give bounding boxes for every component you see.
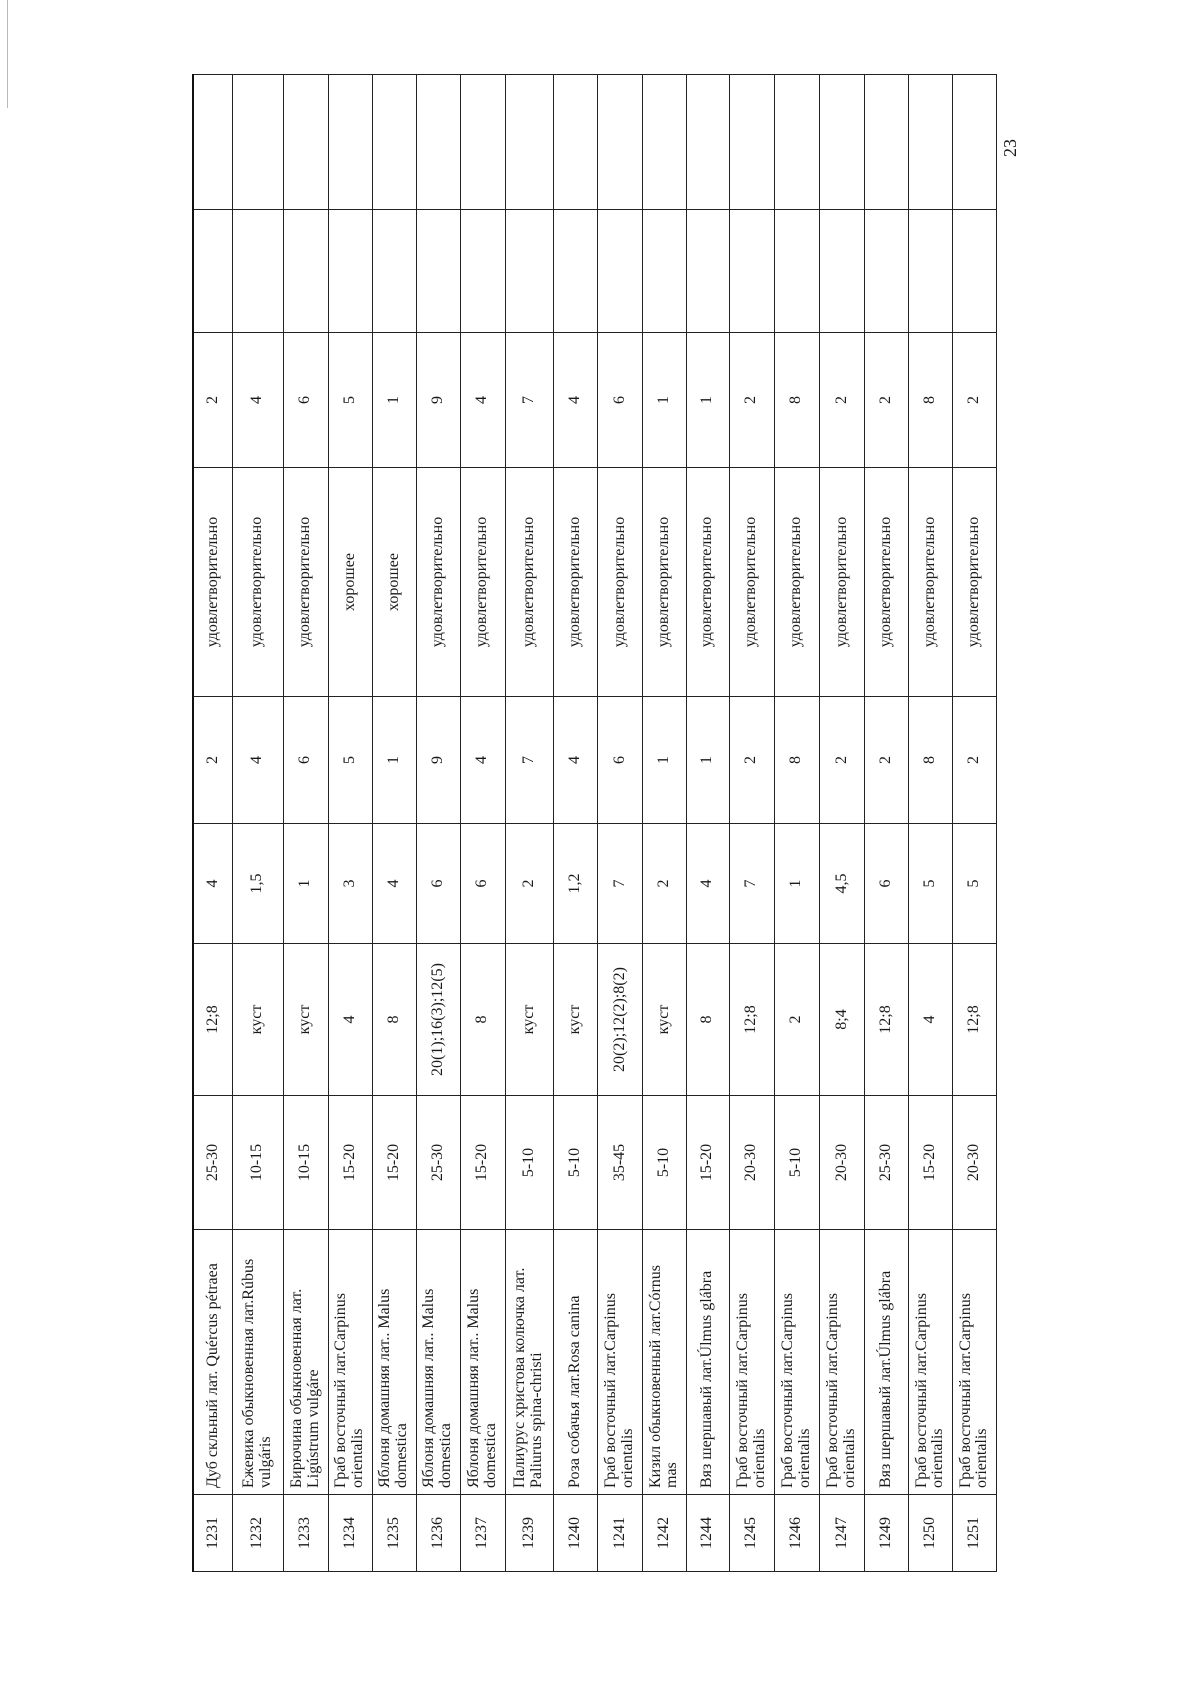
- cell-species: Роза собачья лат.Rosa canina: [553, 1230, 597, 1495]
- cell-height: 5: [908, 824, 952, 944]
- cell-empty: [283, 210, 328, 333]
- cell-count-total: 4: [233, 333, 284, 468]
- cell-count: 4: [233, 697, 284, 824]
- cell-height: 4: [686, 824, 729, 944]
- cell-id: 1236: [416, 1495, 460, 1572]
- cell-age: 10-15: [233, 1096, 284, 1230]
- cell-count: 2: [864, 697, 908, 824]
- cell-id: 1239: [505, 1495, 553, 1572]
- cell-age: 15-20: [328, 1096, 372, 1230]
- cell-empty: [416, 210, 460, 333]
- cell-diameter: куст: [642, 944, 686, 1096]
- table-row: [505, 75, 553, 1572]
- cell-species: Дуб скльный лат. Quércus pétraea: [193, 1230, 233, 1495]
- cell-age: 5-10: [642, 1096, 686, 1230]
- cell-height: 6: [460, 824, 505, 944]
- cell-id: 1240: [553, 1495, 597, 1572]
- table-row: [460, 75, 505, 1572]
- cell-count: 4: [460, 697, 505, 824]
- table-row: [952, 75, 996, 1572]
- cell-height: 7: [729, 824, 774, 944]
- cell-height: 4: [193, 824, 233, 944]
- table-row: [729, 75, 774, 1572]
- cell-age: 25-30: [416, 1096, 460, 1230]
- cell-id: 1237: [460, 1495, 505, 1572]
- cell-species: Граб восточный лат.Carpinus orientalis: [908, 1230, 952, 1495]
- cell-age: 5-10: [774, 1096, 819, 1230]
- cell-age: 5-10: [505, 1096, 553, 1230]
- cell-count-total: 6: [597, 333, 642, 468]
- cell-height: 6: [864, 824, 908, 944]
- cell-count: 7: [505, 697, 553, 824]
- cell-empty: [193, 210, 233, 333]
- cell-height: 1: [774, 824, 819, 944]
- cell-height: 2: [642, 824, 686, 944]
- cell-condition: удовлетворительно: [233, 468, 284, 697]
- cell-diameter: 4: [328, 944, 372, 1096]
- cell-id: 1235: [372, 1495, 416, 1572]
- cell-count-total: 2: [819, 333, 864, 468]
- cell-condition: удовлетворительно: [642, 468, 686, 697]
- cell-age: 15-20: [908, 1096, 952, 1230]
- cell-age: 35-45: [597, 1096, 642, 1230]
- cell-condition: удовлетворительно: [597, 468, 642, 697]
- cell-height: 2: [505, 824, 553, 944]
- table-row: [372, 75, 416, 1572]
- cell-count: 9: [416, 697, 460, 824]
- cell-age: 15-20: [686, 1096, 729, 1230]
- cell-count-total: 2: [193, 333, 233, 468]
- cell-height: 5: [952, 824, 996, 944]
- cell-id: 1249: [864, 1495, 908, 1572]
- table-row: [597, 75, 642, 1572]
- cell-diameter: куст: [283, 944, 328, 1096]
- cell-empty: [193, 75, 233, 210]
- table-row: [864, 75, 908, 1572]
- cell-id: 1245: [729, 1495, 774, 1572]
- cell-empty: [774, 75, 819, 210]
- cell-id: 1231: [193, 1495, 233, 1572]
- cell-condition: удовлетворительно: [686, 468, 729, 697]
- table-row: [908, 75, 952, 1572]
- cell-id: 1250: [908, 1495, 952, 1572]
- cell-id: 1251: [952, 1495, 996, 1572]
- cell-count: 8: [774, 697, 819, 824]
- cell-age: 20-30: [819, 1096, 864, 1230]
- cell-diameter: 8: [372, 944, 416, 1096]
- cell-species: Граб восточный лат.Carpinus orientalis: [819, 1230, 864, 1495]
- table-row: [328, 75, 372, 1572]
- cell-count-total: 2: [952, 333, 996, 468]
- cell-species: Яблоня домашняя лат.. Malus domestica: [372, 1230, 416, 1495]
- cell-empty: [952, 210, 996, 333]
- cell-count-total: 8: [908, 333, 952, 468]
- cell-height: 1,5: [233, 824, 284, 944]
- cell-species: Кизил обыкновенный лат.Córnus mas: [642, 1230, 686, 1495]
- cell-empty: [372, 75, 416, 210]
- cell-species: Яблоня домашняя лат.. Malus domestica: [416, 1230, 460, 1495]
- cell-count-total: 1: [642, 333, 686, 468]
- margin-line: [7, 0, 8, 108]
- cell-species: Граб восточный лат.Carpinus orientalis: [729, 1230, 774, 1495]
- cell-height: 4: [372, 824, 416, 944]
- cell-empty: [553, 210, 597, 333]
- cell-count: 1: [372, 697, 416, 824]
- cell-species: Граб восточный лат.Carpinus orientalis: [597, 1230, 642, 1495]
- cell-count: 1: [686, 697, 729, 824]
- cell-age: 15-20: [460, 1096, 505, 1230]
- cell-empty: [460, 75, 505, 210]
- cell-id: 1232: [233, 1495, 284, 1572]
- cell-diameter: 12;8: [729, 944, 774, 1096]
- cell-empty: [686, 75, 729, 210]
- cell-empty: [233, 210, 284, 333]
- cell-condition: хорошее: [328, 468, 372, 697]
- cell-empty: [642, 75, 686, 210]
- cell-count: 5: [328, 697, 372, 824]
- cell-condition: удовлетворительно: [505, 468, 553, 697]
- cell-empty: [642, 210, 686, 333]
- cell-condition: удовлетворительно: [416, 468, 460, 697]
- cell-species: Вяз шершавый лат.Úlmus glábra: [686, 1230, 729, 1495]
- cell-count: 6: [283, 697, 328, 824]
- cell-count-total: 2: [729, 333, 774, 468]
- cell-empty: [819, 210, 864, 333]
- cell-empty: [460, 210, 505, 333]
- cell-id: 1233: [283, 1495, 328, 1572]
- cell-diameter: куст: [505, 944, 553, 1096]
- cell-species: Бирючина обыкновенная лат. Ligústrum vulgáre: [283, 1230, 328, 1495]
- cell-empty: [908, 75, 952, 210]
- table-row: [416, 75, 460, 1572]
- cell-condition: удовлетворительно: [908, 468, 952, 697]
- cell-count-total: 9: [416, 333, 460, 468]
- cell-species: Палиурус христова колючка лат. Paliurus spina-christi: [505, 1230, 553, 1495]
- cell-empty: [505, 75, 553, 210]
- cell-condition: удовлетворительно: [553, 468, 597, 697]
- cell-condition: удовлетворительно: [460, 468, 505, 697]
- cell-empty: [864, 75, 908, 210]
- cell-age: 20-30: [729, 1096, 774, 1230]
- cell-empty: [283, 75, 328, 210]
- cell-count-total: 5: [328, 333, 372, 468]
- cell-empty: [686, 210, 729, 333]
- cell-count-total: 8: [774, 333, 819, 468]
- cell-id: 1246: [774, 1495, 819, 1572]
- table-row: [553, 75, 597, 1572]
- cell-species: Граб восточный лат.Carpinus orientalis: [328, 1230, 372, 1495]
- cell-empty: [553, 75, 597, 210]
- cell-height: 1,2: [553, 824, 597, 944]
- cell-diameter: 20(1);16(3);12(5): [416, 944, 460, 1096]
- cell-empty: [416, 75, 460, 210]
- cell-empty: [505, 210, 553, 333]
- cell-empty: [864, 210, 908, 333]
- cell-empty: [729, 210, 774, 333]
- cell-age: 25-30: [193, 1096, 233, 1230]
- cell-empty: [372, 210, 416, 333]
- cell-age: 25-30: [864, 1096, 908, 1230]
- cell-condition: удовлетворительно: [952, 468, 996, 697]
- cell-id: 1244: [686, 1495, 729, 1572]
- cell-diameter: куст: [233, 944, 284, 1096]
- cell-condition: хорошее: [372, 468, 416, 697]
- cell-empty: [774, 210, 819, 333]
- cell-diameter: 12;8: [864, 944, 908, 1096]
- table-row: [819, 75, 864, 1572]
- cell-condition: удовлетворительно: [729, 468, 774, 697]
- cell-diameter: 8;4: [819, 944, 864, 1096]
- trees-table: [192, 74, 997, 1572]
- cell-species: Граб восточный лат.Carpinus orientalis: [774, 1230, 819, 1495]
- cell-condition: удовлетворительно: [864, 468, 908, 697]
- cell-empty: [597, 210, 642, 333]
- cell-condition: удовлетворительно: [819, 468, 864, 697]
- cell-height: 4,5: [819, 824, 864, 944]
- cell-id: 1242: [642, 1495, 686, 1572]
- cell-count: 6: [597, 697, 642, 824]
- table-row: [642, 75, 686, 1572]
- cell-age: 5-10: [553, 1096, 597, 1230]
- cell-height: 1: [283, 824, 328, 944]
- cell-condition: удовлетворительно: [193, 468, 233, 697]
- table-row: [283, 75, 328, 1572]
- cell-diameter: 8: [686, 944, 729, 1096]
- cell-diameter: 12;8: [952, 944, 996, 1096]
- cell-count-total: 1: [686, 333, 729, 468]
- cell-count: 4: [553, 697, 597, 824]
- cell-count: 1: [642, 697, 686, 824]
- cell-age: 15-20: [372, 1096, 416, 1230]
- cell-diameter: 20(2);12(2);8(2): [597, 944, 642, 1096]
- cell-empty: [819, 75, 864, 210]
- cell-count: 2: [729, 697, 774, 824]
- cell-count-total: 2: [864, 333, 908, 468]
- cell-empty: [729, 75, 774, 210]
- cell-height: 7: [597, 824, 642, 944]
- table-row: [774, 75, 819, 1572]
- cell-empty: [328, 75, 372, 210]
- cell-count: 2: [952, 697, 996, 824]
- cell-species: Ежевика обыкновенная лат.Rúbus vulgáris: [233, 1230, 284, 1495]
- cell-id: 1234: [328, 1495, 372, 1572]
- cell-count-total: 1: [372, 333, 416, 468]
- cell-id: 1247: [819, 1495, 864, 1572]
- cell-count-total: 4: [460, 333, 505, 468]
- cell-age: 20-30: [952, 1096, 996, 1230]
- cell-count-total: 7: [505, 333, 553, 468]
- page-number: 23: [1000, 139, 1020, 157]
- cell-empty: [597, 75, 642, 210]
- cell-count-total: 4: [553, 333, 597, 468]
- cell-diameter: 4: [908, 944, 952, 1096]
- cell-condition: удовлетворительно: [774, 468, 819, 697]
- cell-age: 10-15: [283, 1096, 328, 1230]
- cell-diameter: куст: [553, 944, 597, 1096]
- table-row: [233, 75, 284, 1572]
- cell-empty: [952, 75, 996, 210]
- cell-id: 1241: [597, 1495, 642, 1572]
- cell-condition: удовлетворительно: [283, 468, 328, 697]
- cell-empty: [328, 210, 372, 333]
- cell-diameter: 12;8: [193, 944, 233, 1096]
- cell-count-total: 6: [283, 333, 328, 468]
- cell-height: 3: [328, 824, 372, 944]
- cell-empty: [233, 75, 284, 210]
- table-row: [686, 75, 729, 1572]
- cell-count: 2: [193, 697, 233, 824]
- cell-count: 8: [908, 697, 952, 824]
- cell-species: Вяз шершавый лат.Úlmus glábra: [864, 1230, 908, 1495]
- cell-diameter: 8: [460, 944, 505, 1096]
- table-row: [193, 75, 233, 1572]
- cell-empty: [908, 210, 952, 333]
- cell-height: 6: [416, 824, 460, 944]
- cell-species: Яблоня домашняя лат.. Malus domestica: [460, 1230, 505, 1495]
- cell-diameter: 2: [774, 944, 819, 1096]
- cell-count: 2: [819, 697, 864, 824]
- cell-species: Граб восточный лат.Carpinus orientalis: [952, 1230, 996, 1495]
